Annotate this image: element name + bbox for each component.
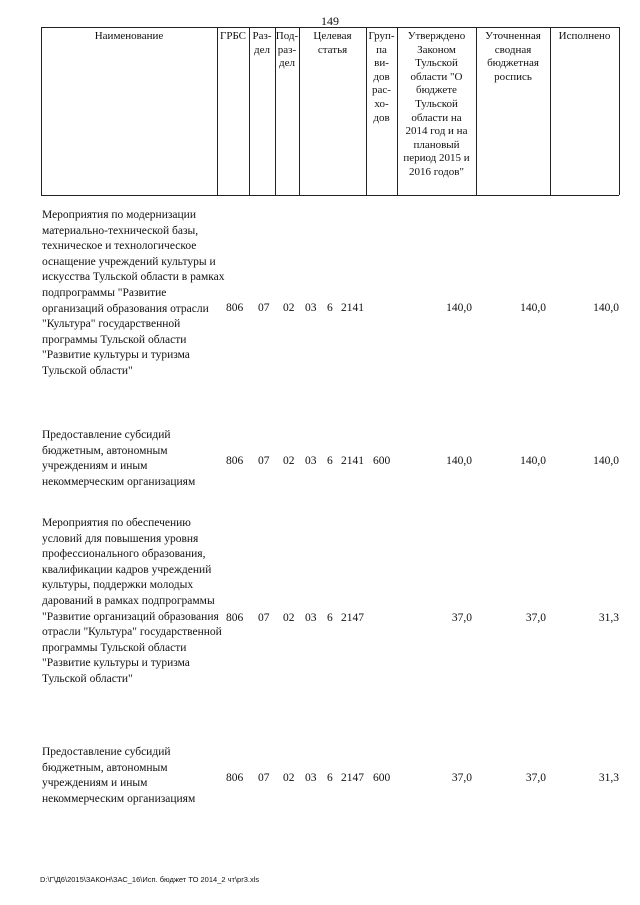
row-name: Предоставление субсидий бюджетным, автономным учреждениям и иным некоммерческим организациям [42,746,196,805]
row-razdel: 07 [258,612,270,624]
row-target-subprogram: 6 [327,612,333,624]
header-razdel: Раз- дел [252,30,272,56]
row-target-code: 2141 [341,455,364,467]
row-refined: 37,0 [525,612,546,624]
row-name: Мероприятия по модернизации материально-технической базы, техническое и технологическое оснащение учреждений культуры и искусства Тульской области в рамках подпрограммы "Развитие организаций образования отрасли "Культура" государственной программы Тульской области "Развитие культуры и туризма Тульской области" [42,209,225,377]
row-target-code: 2147 [341,612,364,624]
row-approved: 140,0 [446,302,472,314]
col-divider [41,27,42,195]
row-grbs: 806 [226,772,244,784]
row-target-code: 2141 [341,302,364,314]
col-divider [550,27,551,195]
header-top-border [41,27,619,28]
row-target-subprogram: 6 [327,455,333,467]
page-number: 149 [321,14,339,28]
col-divider [217,27,218,195]
row-name: Мероприятия по обеспечению условий для повышения уровня профессионального образования, квалификации кадров учреждений культуры, поддержки молодых дарований в рамках подпрограммы "Развитие организаций образования отрасли "Культура" государственной программы Тульской области "Развитие культуры и туризма Тульской области" [42,517,222,685]
row-grbs: 806 [226,455,244,467]
row-podrazdel: 02 [283,302,295,314]
row-refined: 140,0 [520,455,546,467]
file-path-footer: D:\Г\Д6\2015\ЗАКОН\ЗАС_16\Исп. бюджет ТО 2014_2 чт\pr3.xls [40,875,260,884]
header-refined: Уточненная сводная бюджетная роспись [485,30,541,83]
row-target-program: 03 [305,772,317,784]
row-target-program: 03 [305,302,317,314]
header-name: Наименование [94,30,164,42]
header-grbs: ГРБС [219,30,247,42]
row-target-subprogram: 6 [327,302,333,314]
row-razdel: 07 [258,455,270,467]
row-grbs: 806 [226,612,244,624]
row-podrazdel: 02 [283,455,295,467]
row-approved: 140,0 [446,455,472,467]
row-approved: 37,0 [451,612,472,624]
header-approved: Утверждено Законом Тульской области "О бюджете Тульской области на 2014 год и на плановый период 2015 и 2016 годов" [403,30,470,178]
header-bottom-border [41,195,619,196]
row-target-program: 03 [305,612,317,624]
row-executed: 31,3 [598,612,619,624]
row-approved: 37,0 [451,772,472,784]
row-razdel: 07 [258,302,270,314]
row-razdel: 07 [258,772,270,784]
row-executed: 31,3 [598,772,619,784]
row-executed: 140,0 [593,455,619,467]
row-grbs: 806 [226,302,244,314]
row-target-code: 2147 [341,772,364,784]
row-name: Предоставление субсидий бюджетным, автономным учреждениям и иным некоммерческим организациям [42,429,196,488]
row-target-program: 03 [305,455,317,467]
header-podrazdel: Под- раз- дел [275,30,299,70]
row-refined: 140,0 [520,302,546,314]
row-podrazdel: 02 [283,612,295,624]
header-executed: Исполнено [558,30,611,42]
col-divider [619,27,620,195]
row-group: 600 [373,455,391,467]
header-target-article: Целевая статья [313,30,352,56]
row-refined: 37,0 [525,772,546,784]
row-executed: 140,0 [593,302,619,314]
row-group: 600 [373,772,391,784]
header-expense-group: Груп- па ви- дов рас- хо- дов [368,30,395,124]
row-target-subprogram: 6 [327,772,333,784]
row-podrazdel: 02 [283,772,295,784]
